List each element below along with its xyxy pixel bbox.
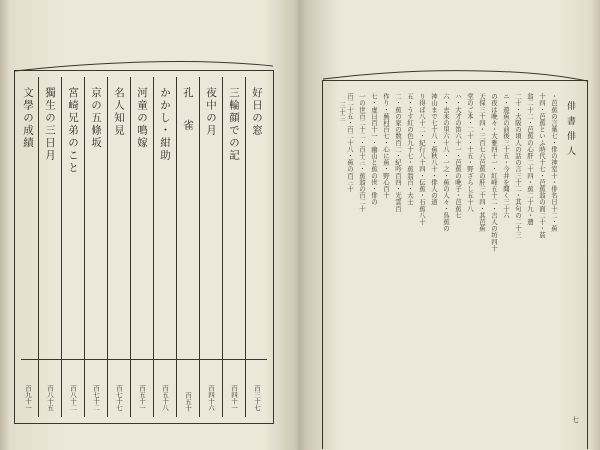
toc-entry-page: 百三十七 bbox=[253, 385, 261, 411]
index-line: 二・蕉の家の数百二・紀吟百四・光雲百 bbox=[394, 93, 402, 212]
index-line: ・芭蕉の言葉七・俳の神室十・俳名日十二・蕉 bbox=[550, 93, 558, 232]
index-line: 翁二十二・芭蕉の心肝二十四・蕉二十九・遺 bbox=[526, 93, 534, 225]
page-number: 七 bbox=[572, 416, 579, 424]
toc-entry-page: 百七十二 bbox=[92, 385, 100, 411]
index-trailing-page: 三十三 bbox=[338, 102, 346, 122]
index-line: 一の世百二十二・百十三・蕉翁の百二十 bbox=[358, 93, 366, 212]
index-line: り得ば八十二・紀行八十四・伝蕉・石蕉八十 bbox=[418, 93, 426, 225]
toc-entry-page: 百四十一 bbox=[230, 385, 238, 411]
toc-rule bbox=[222, 77, 223, 417]
toc-entry-title[interactable]: 宮崎兄弟のこと bbox=[67, 87, 79, 175]
toc-rule bbox=[245, 77, 246, 417]
toc-entry-page: 百七十七 bbox=[115, 385, 123, 411]
index-line: ニ・遊蕉の前後三十五・今井を聞く三十六 bbox=[502, 93, 510, 219]
toc-entry-page: 百九十一 bbox=[24, 385, 32, 411]
toc-rule bbox=[107, 77, 108, 417]
toc-entry-page: 百五十一 bbox=[138, 385, 146, 411]
index-line: 七・虚日百十一・幽山と蕉の世・俳の bbox=[370, 93, 378, 206]
index-line: 十四・芭蕉といふ時代十七・芭蕉翁の面二十・貧 bbox=[538, 93, 546, 239]
index-frame bbox=[322, 80, 588, 449]
toc-entry-title[interactable]: 京の五條坂 bbox=[90, 87, 102, 150]
toc-frame bbox=[14, 70, 274, 424]
index-line: の夜は晩々・大雅四十一・紅峰五十二・吉人の坊四十 bbox=[490, 93, 498, 252]
toc-entry-title[interactable]: 夜中の月 bbox=[205, 87, 217, 137]
toc-entry-page: 百五十 bbox=[184, 391, 192, 411]
toc-entry-title[interactable]: かかし・紺助 bbox=[159, 87, 171, 162]
index-line: 神山まで七十八・蕉秋八十・俳人の道 bbox=[430, 93, 438, 206]
toc-rule bbox=[38, 77, 39, 417]
index-line: 天保三十四・三百七六芭蕉の肝三十四・其芭蕉 bbox=[478, 93, 486, 232]
index-line: ハ・大才の笛六十一・芭蕉の晩子・芭蕉七 bbox=[454, 93, 462, 219]
toc-top-border-curve bbox=[15, 60, 273, 80]
toc-entry-title[interactable]: 名人知見 bbox=[113, 87, 125, 137]
toc-entry-title[interactable]: 三輪顔での記 bbox=[228, 87, 240, 162]
index-heading: 俳書俳人 bbox=[565, 101, 575, 161]
toc-rule bbox=[61, 77, 62, 417]
toc-entry-title[interactable]: 文學の成績 bbox=[22, 87, 34, 150]
toc-entry-title[interactable]: 獨生の三日月 bbox=[44, 87, 56, 162]
toc-rule bbox=[84, 77, 85, 417]
toc-entry-title[interactable]: 孔雀 bbox=[182, 87, 194, 152]
toc-entry-title[interactable]: 河童の鳴嫁 bbox=[136, 87, 148, 150]
index-line: 作り・蕪村百七・心に蕉・野心百十 bbox=[382, 93, 390, 199]
index-line: 堂のご本・二十・十五・野ざらし五十八 bbox=[466, 93, 474, 212]
toc-entry-page: 百四十六 bbox=[207, 385, 215, 411]
toc-rule bbox=[153, 77, 154, 417]
index-line: 百二十五・百二十八・蕉の百三十 bbox=[346, 93, 354, 192]
toc-rule bbox=[199, 77, 200, 417]
index-top-border-curve bbox=[323, 67, 587, 87]
index-line: 五・うす紅の色九十七・蕉翁百・大士 bbox=[406, 93, 414, 206]
toc-divider bbox=[21, 359, 267, 360]
index-line: 二十・大阪の頃人の話の言三十二・其句の二十三 bbox=[514, 93, 522, 239]
toc-rule bbox=[130, 77, 131, 417]
toc-entry-page: 百八十二 bbox=[69, 385, 77, 411]
toc-entry-page: 百五十八 bbox=[161, 385, 169, 411]
toc-rule bbox=[176, 77, 177, 417]
index-line: 六・去来の里六十八・一之・蕉の人々・呉蕉の bbox=[442, 93, 450, 232]
toc-entry-page: 百八十五 bbox=[46, 385, 54, 411]
toc-entry-title[interactable]: 好日の窓 bbox=[251, 87, 263, 137]
